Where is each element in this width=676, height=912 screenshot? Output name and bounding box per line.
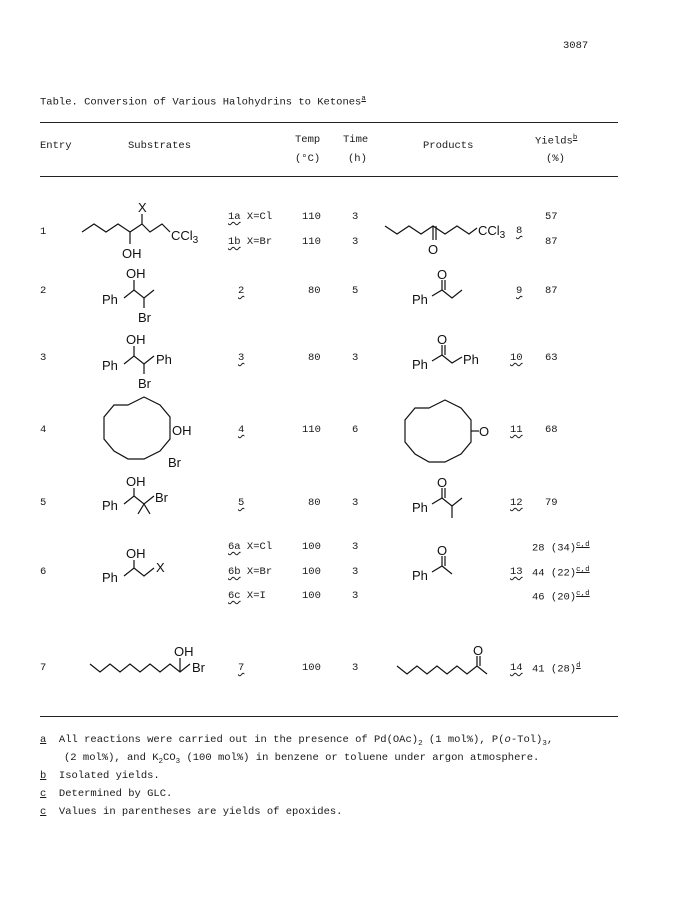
footnote-sub: 2 xyxy=(418,740,423,749)
product-10-structure xyxy=(410,332,510,377)
substrate-label-1a xyxy=(228,211,272,223)
substrate-3-structure xyxy=(100,330,210,392)
substrate-5-me1 xyxy=(138,504,144,514)
substrate-2-structure xyxy=(100,264,200,326)
header-time: Time xyxy=(343,134,369,146)
footnote-a-line2 xyxy=(64,752,539,766)
entry-number: 6 xyxy=(40,566,47,578)
table-title xyxy=(40,95,366,109)
footnote-text: , xyxy=(546,734,554,746)
product-10-ph2-label: Ph xyxy=(463,352,479,367)
yield-text: 44 (22) xyxy=(532,567,577,580)
substrate-halogen: X=Cl xyxy=(246,541,273,553)
temp-value: 100 xyxy=(302,662,321,674)
entry-number: 2 xyxy=(40,285,47,297)
time-value: 3 xyxy=(352,352,359,364)
bottom-rule xyxy=(40,716,618,717)
substrate-4-br-label: Br xyxy=(168,455,181,470)
product-12-ph-label: Ph xyxy=(412,500,428,515)
substrate-6-structure xyxy=(100,548,200,593)
top-rule xyxy=(40,122,618,123)
time-value: 3 xyxy=(352,566,359,578)
yield-note: c,d xyxy=(576,566,590,574)
product-10-o-label: O xyxy=(437,332,448,347)
footnote-a xyxy=(40,734,553,748)
substrate-5-oh-label: OH xyxy=(126,474,146,489)
product-12-structure xyxy=(410,475,490,530)
footnote-text: Determined by GLC. xyxy=(58,788,173,800)
yield-value: 79 xyxy=(545,497,558,509)
product-8-bonds xyxy=(385,226,477,234)
substrate-id: 6a xyxy=(228,541,241,553)
substrate-halogen: X=Cl xyxy=(246,211,273,223)
time-value: 3 xyxy=(352,497,359,509)
substrate-1-x-label: X xyxy=(138,200,147,215)
footnote-mark: a xyxy=(40,734,47,746)
entry-number: 1 xyxy=(40,226,47,238)
product-id: 8 xyxy=(516,225,523,237)
footnote-text: Isolated yields. xyxy=(58,770,160,782)
entry-number: 4 xyxy=(40,424,47,436)
product-11-structure xyxy=(405,400,505,475)
product-13-structure xyxy=(410,543,480,598)
substrate-id: 5 xyxy=(238,497,245,509)
substrate-id: 3 xyxy=(238,352,245,364)
footnote-text: CO xyxy=(163,752,176,764)
entry-number: 7 xyxy=(40,662,47,674)
temp-value: 100 xyxy=(302,541,321,553)
footnote-text: (2 mol%), and K xyxy=(64,752,159,764)
substrate-id: 7 xyxy=(238,662,245,674)
footnote-mark: b xyxy=(40,770,47,782)
time-value: 6 xyxy=(352,424,359,436)
entry-number: 3 xyxy=(40,352,47,364)
yield-text: 41 (28) xyxy=(532,663,577,676)
product-id: 14 xyxy=(510,662,523,674)
product-13-bonds xyxy=(432,566,452,574)
product-8-o-label: O xyxy=(428,242,439,257)
yield-value: 57 xyxy=(545,211,558,223)
substrate-4-oh-label: OH xyxy=(172,423,192,438)
substrate-2-bonds xyxy=(124,290,154,298)
footnote-text: (1 mol%), P( xyxy=(422,734,505,746)
substrate-id: 6b xyxy=(228,566,241,578)
header-temp-unit: (°C) xyxy=(295,153,321,165)
header-entry: Entry xyxy=(40,140,72,152)
product-9-ph-label: Ph xyxy=(412,292,428,307)
substrate-id: 1a xyxy=(228,211,241,223)
product-11-o-label: O xyxy=(479,424,490,439)
header-rule xyxy=(40,176,618,177)
substrate-id: 6c xyxy=(228,590,241,602)
product-8-ccl3-label xyxy=(478,223,506,241)
substrate-id: 1b xyxy=(228,236,241,248)
temp-value: 110 xyxy=(302,236,321,248)
product-14-bonds xyxy=(397,666,487,674)
footnote-sub: 2 xyxy=(158,758,164,767)
product-10-bonds xyxy=(432,355,462,363)
substrate-3-bonds xyxy=(124,356,154,364)
footnote-mark: c xyxy=(40,788,47,800)
substrate-5-me2 xyxy=(144,504,150,514)
time-value: 3 xyxy=(352,211,359,223)
yield-note: c,d xyxy=(576,541,590,549)
footnote-mark: c xyxy=(40,806,47,818)
substrate-7-structure xyxy=(88,644,238,684)
temp-value: 80 xyxy=(308,285,321,297)
substrate-1-ccl3-label xyxy=(171,228,199,246)
substrate-1-ccl3-text: CCl xyxy=(171,228,193,243)
temp-value: 100 xyxy=(302,590,321,602)
time-value: 3 xyxy=(352,662,359,674)
product-11-ring xyxy=(405,400,471,462)
header-temp: Temp xyxy=(295,134,321,146)
yield-value xyxy=(532,541,590,555)
header-substrates: Substrates xyxy=(128,140,192,152)
footnote-text: Values in parentheses are yields of epoxides. xyxy=(58,806,343,818)
substrate-4-structure xyxy=(100,395,210,475)
substrate-3-oh-label: OH xyxy=(126,332,146,347)
table-title-note: a xyxy=(361,95,366,103)
yield-value: 87 xyxy=(545,236,558,248)
header-yields xyxy=(535,134,577,148)
product-14-o-label: O xyxy=(473,643,484,658)
substrate-halogen: X=I xyxy=(246,590,266,602)
product-10-ph-label: Ph xyxy=(412,357,428,372)
temp-value: 110 xyxy=(302,211,321,223)
substrate-6-bonds xyxy=(124,568,154,576)
substrate-5-structure xyxy=(100,476,200,526)
temp-value: 80 xyxy=(308,497,321,509)
substrate-6-x-label: X xyxy=(156,560,165,575)
substrate-1-ccl3-sub: 3 xyxy=(192,235,199,246)
yield-note: d xyxy=(576,662,581,670)
substrate-3-ph2-label: Ph xyxy=(156,352,172,367)
substrate-7-bonds xyxy=(90,664,190,672)
header-yields-unit: (%) xyxy=(546,153,565,165)
yield-value: 87 xyxy=(545,285,558,297)
substrate-5-ph-label: Ph xyxy=(102,498,118,513)
substrate-label-1b xyxy=(228,236,272,248)
yield-value xyxy=(532,566,590,580)
product-12-o-label: O xyxy=(437,475,448,490)
substrate-3-ph-label: Ph xyxy=(102,358,118,373)
substrate-1-oh-label: OH xyxy=(122,246,142,261)
substrate-3-br-label: Br xyxy=(138,376,151,391)
substrate-7-br-label: Br xyxy=(192,660,205,675)
footnote-text: All reactions were carried out in the presence of Pd(OAc) xyxy=(58,734,419,746)
time-value: 3 xyxy=(352,590,359,602)
substrate-label-6a xyxy=(228,541,272,553)
product-14-structure xyxy=(395,643,505,684)
product-13-o-label: O xyxy=(437,543,448,558)
product-id: 11 xyxy=(510,424,523,436)
substrate-halogen: X=Br xyxy=(246,236,273,248)
substrate-label-6b xyxy=(228,566,272,578)
product-8-ccl3-text: CCl xyxy=(478,223,500,238)
substrate-2-ph-label: Ph xyxy=(102,292,118,307)
substrate-1-bonds xyxy=(82,224,170,232)
header-yields-note: b xyxy=(572,134,578,142)
header-yields-text: Yields xyxy=(535,135,573,148)
header-time-unit: (h) xyxy=(348,153,367,165)
entry-number: 5 xyxy=(40,497,47,509)
product-13-ph-label: Ph xyxy=(412,568,428,583)
product-id: 13 xyxy=(510,566,523,578)
substrate-label-6c xyxy=(228,590,266,602)
product-8-ccl3-sub: 3 xyxy=(499,230,506,241)
temp-value: 80 xyxy=(308,352,321,364)
footnote-c xyxy=(40,788,172,800)
footnote-sub: 3 xyxy=(175,758,181,767)
footnote-sub: 3 xyxy=(542,740,547,749)
substrate-2-br-label: Br xyxy=(138,310,151,325)
temp-value: 110 xyxy=(302,424,321,436)
product-id: 9 xyxy=(516,285,523,297)
product-9-structure xyxy=(410,267,490,312)
page-number: 3087 xyxy=(563,40,589,52)
product-12-bonds xyxy=(432,498,462,506)
substrate-7-oh-label: OH xyxy=(174,644,194,659)
footnote-text: -Tol) xyxy=(510,734,543,746)
table-title-text: Table. Conversion of Various Halohydrins to Ketones xyxy=(40,96,362,109)
yield-text: 28 (34) xyxy=(532,542,577,555)
substrate-halogen: X=Br xyxy=(246,566,273,578)
time-value: 3 xyxy=(352,236,359,248)
yield-value: 63 xyxy=(545,352,558,364)
time-value: 5 xyxy=(352,285,359,297)
product-id: 10 xyxy=(510,352,523,364)
product-8-structure xyxy=(383,212,513,272)
yield-note: c,d xyxy=(576,590,590,598)
time-value: 3 xyxy=(352,541,359,553)
substrate-1-structure xyxy=(80,200,210,270)
substrate-id: 4 xyxy=(238,424,245,436)
yield-text: 46 (20) xyxy=(532,591,577,604)
substrate-6-ph-label: Ph xyxy=(102,570,118,585)
footnote-italic: o xyxy=(504,734,511,746)
temp-value: 100 xyxy=(302,566,321,578)
yield-value xyxy=(532,590,590,604)
footnote-c-2 xyxy=(40,806,342,818)
substrate-5-br-label: Br xyxy=(155,490,168,505)
product-9-bonds xyxy=(432,290,462,298)
substrate-4-ring xyxy=(104,397,170,459)
yield-value xyxy=(532,662,581,676)
footnote-text: (100 mol%) in benzene or toluene under argon atmosphere. xyxy=(180,752,540,764)
product-id: 12 xyxy=(510,497,523,509)
header-products: Products xyxy=(423,140,474,152)
substrate-2-oh-label: OH xyxy=(126,266,146,281)
product-9-o-label: O xyxy=(437,267,448,282)
substrate-id: 2 xyxy=(238,285,245,297)
substrate-5-bonds xyxy=(124,496,154,504)
yield-value: 68 xyxy=(545,424,558,436)
footnote-b xyxy=(40,770,160,782)
substrate-6-oh-label: OH xyxy=(126,546,146,561)
